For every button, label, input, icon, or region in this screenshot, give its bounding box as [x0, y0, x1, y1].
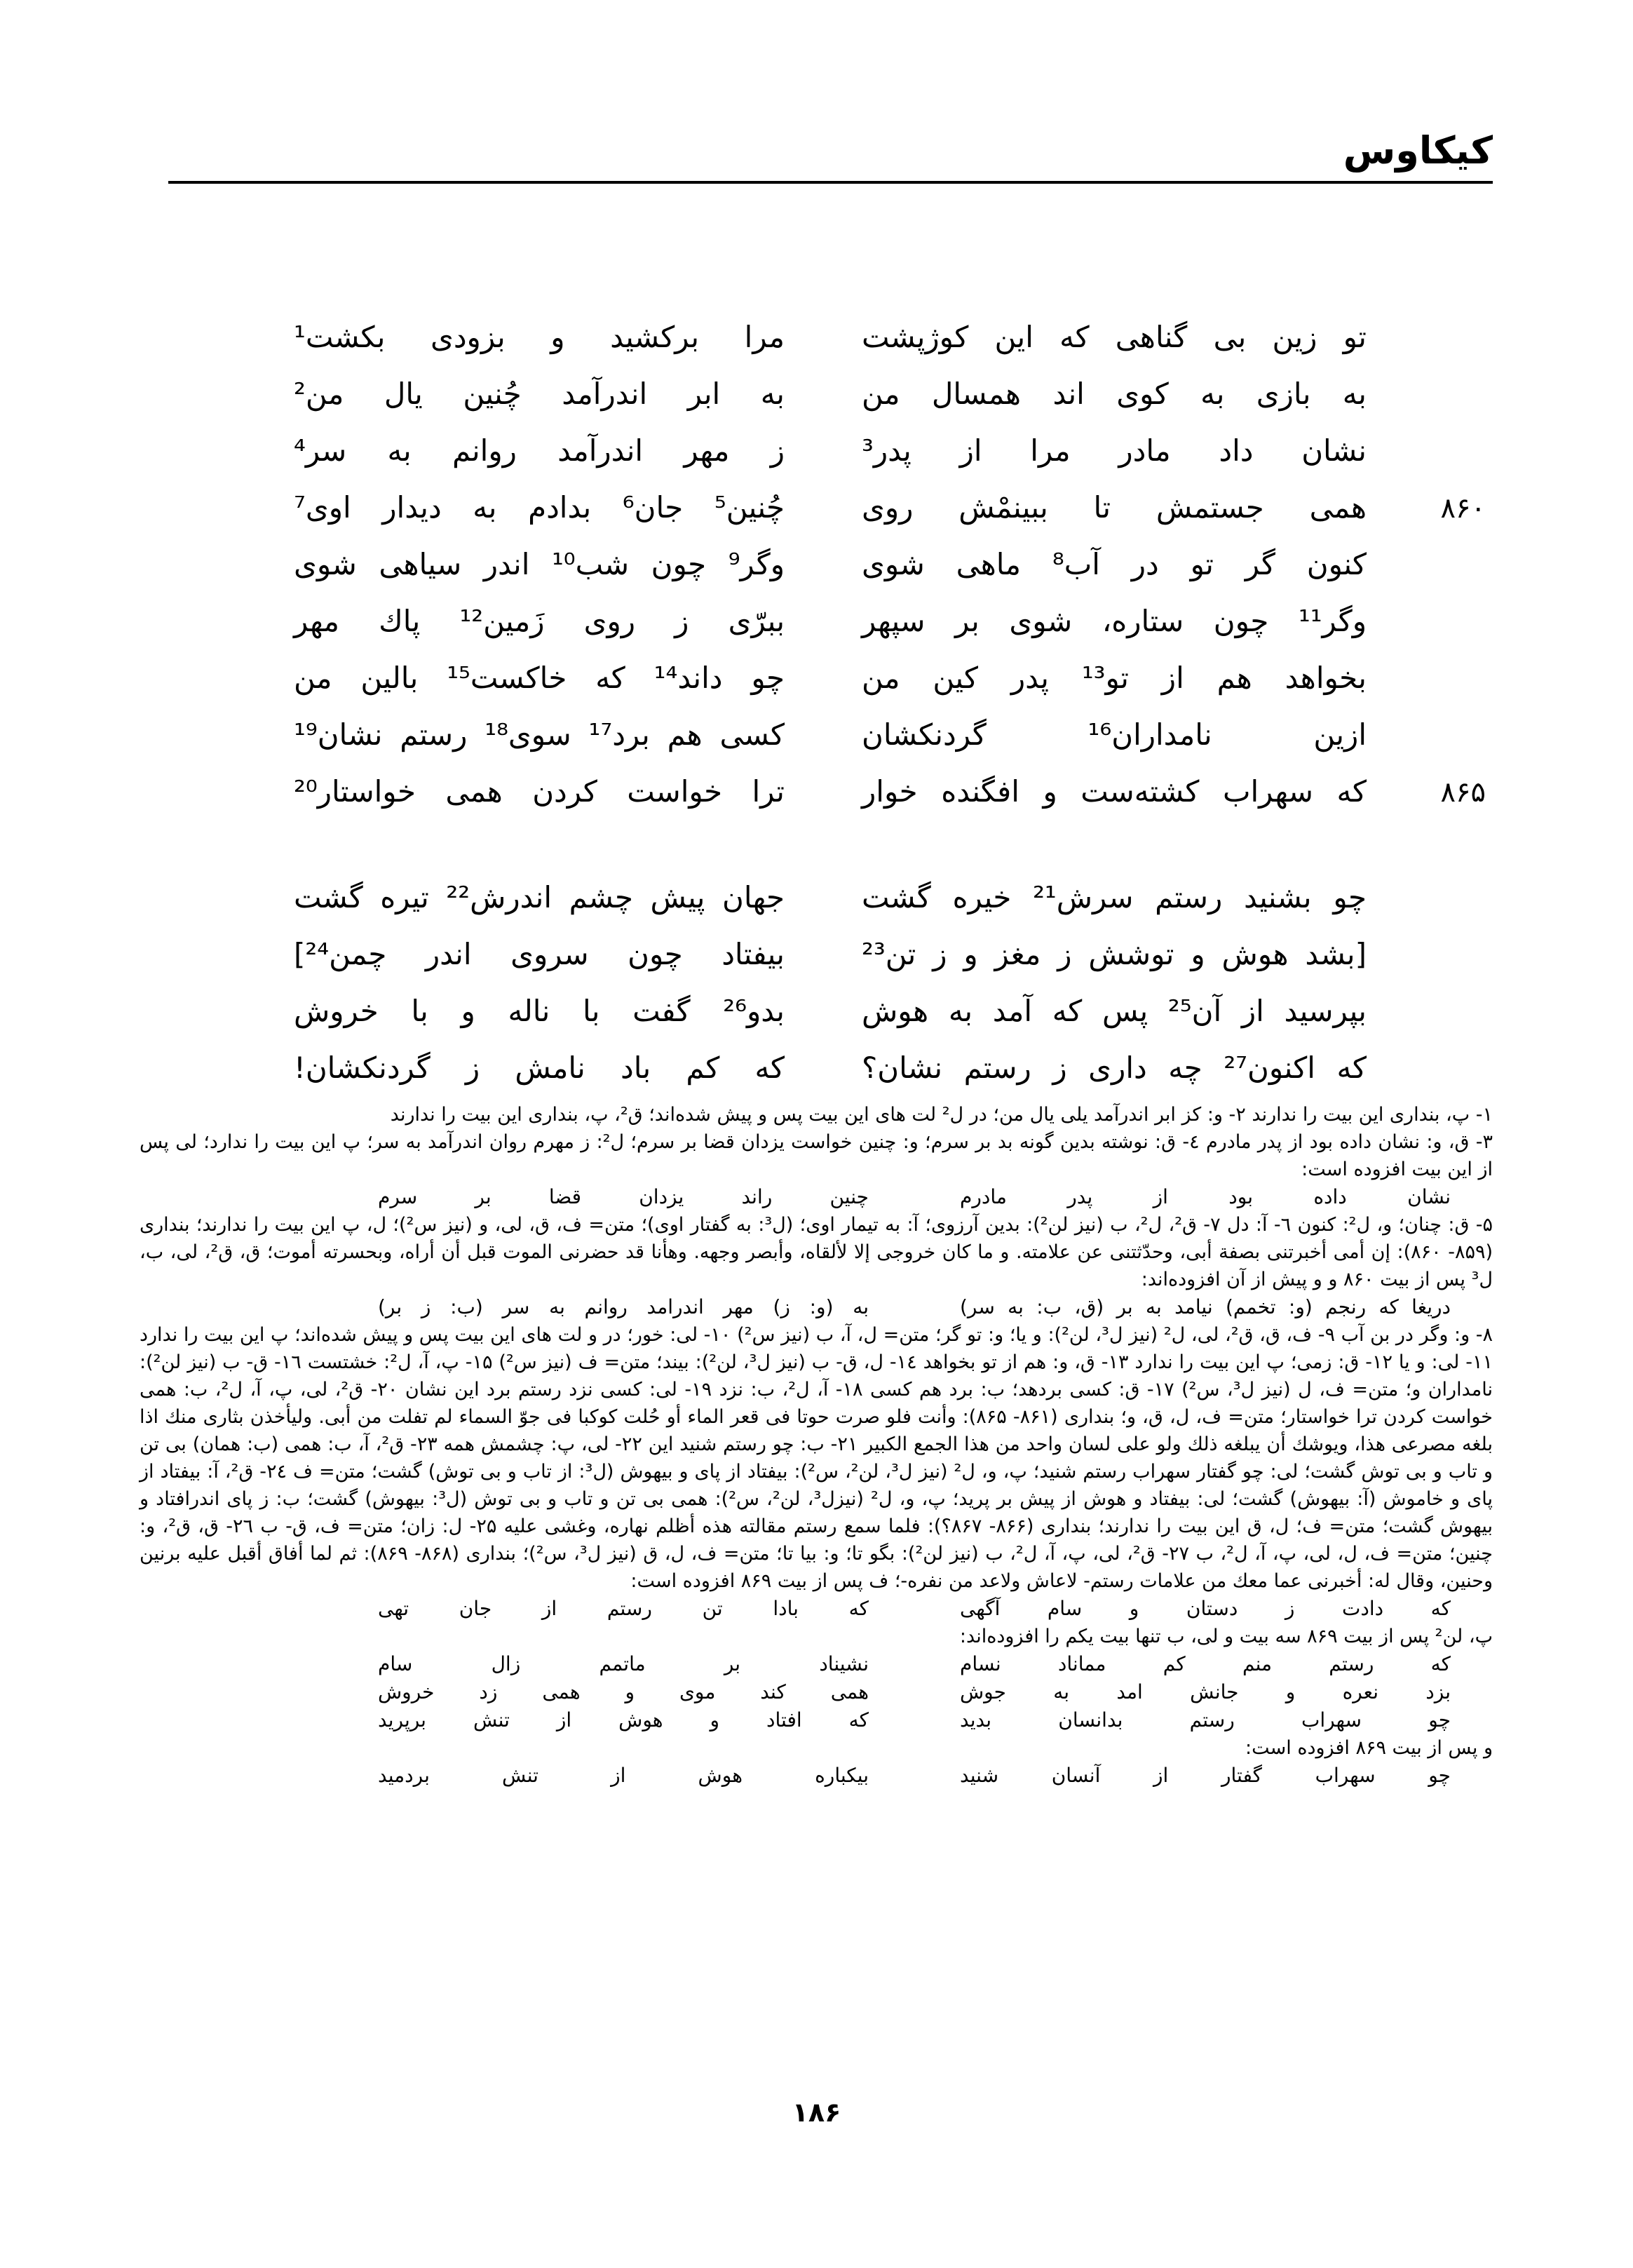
footnote-paragraph: و پس از بیت ۸۶۹ افزوده است:: [1245, 1737, 1493, 1759]
quoted-hemistich: که دادت ز دستان و سام آگهی: [960, 1597, 1451, 1620]
header-rule: [168, 181, 1493, 184]
quoted-couplet: [140, 1762, 1493, 1790]
couplet: [161, 983, 1528, 1039]
couplet: [161, 763, 1528, 820]
second-hemistich: بدو²⁶ گفت با ناله و با خروش: [294, 994, 785, 1028]
first-hemistich: بپرسید از آن²⁵ پس که آمد به هوش: [862, 994, 1367, 1028]
first-hemistich: که سهراب کشته‌ست و افگنده خوار: [862, 774, 1367, 809]
quoted-hemistich: بیکباره هوش از تنش بردمید: [378, 1764, 869, 1787]
quoted-hemistich: نشیناد بر ماتمم زال سام: [378, 1652, 869, 1675]
quoted-hemistich: چو سهراب رستم بدانسان بدید: [960, 1708, 1451, 1732]
first-hemistich: چو بشنید رستم سرش²¹ خیره گشت: [862, 880, 1367, 914]
stanza-gap: [161, 820, 1528, 869]
quoted-hemistich: که بادا تن رستم از جان تهی: [378, 1597, 869, 1620]
first-hemistich: به بازی به کوی اند همسال من: [862, 377, 1367, 411]
first-hemistich: که اکنون²⁷ چه داری ز رستم نشان؟: [862, 1051, 1367, 1085]
quoted-hemistich: که افتاد و هوش از تنش برپرید: [378, 1708, 869, 1732]
quoted-hemistich: نشان داده بود از پدر مادرم: [960, 1185, 1451, 1208]
quoted-couplet: [140, 1706, 1493, 1734]
second-hemistich: چُنین⁵ جان⁶ بدادم به دیدار اوی⁷: [294, 490, 785, 525]
couplet: [161, 536, 1528, 593]
footnotes: [140, 1101, 1493, 1790]
first-hemistich: همی جستمش تا ببینمْش روی: [862, 490, 1367, 525]
footnote-paragraph: ۳- ق، و: نشان داده بود از پدر مادرم ٤- ق: نوشته بدین گونه بد بر سرم؛ و: چنین خواست یزدان قضا بر سرم؛ ل²: ز مهرم روان اندرآمد به سر؛ پ این بیت را ندارد؛ لی پس از این بیت افزوده است:: [140, 1131, 1493, 1180]
second-hemistich: ز مهر اندرآمد روانم به سر⁴: [294, 433, 785, 468]
couplet: [161, 422, 1528, 479]
verse-number: ۸۶۰: [1440, 492, 1486, 525]
quoted-hemistich: چنین راند یزدان قضا بر سرم: [378, 1185, 869, 1208]
couplet: [161, 649, 1528, 706]
footnote-paragraph: ۱- پ، بنداری این بیت را ندارند ۲- و: کز ابر اندرآمد یلی یال من؛ در ل² لت های این بیت پس و پیش شده‌اند؛ ق²، پ، بنداری این بیت را ندارند: [390, 1104, 1493, 1126]
couplet: [161, 1039, 1528, 1096]
couplet: [161, 309, 1528, 365]
verse-number: ۸۶۵: [1440, 776, 1486, 809]
second-hemistich: که کم باد نامش ز گردنکشان!: [294, 1051, 785, 1085]
second-hemistich: ببرّی ز روی زَمین¹² پاك مهر: [294, 604, 785, 638]
first-hemistich: بخواهد هم از تو¹³ پدر کین من: [862, 661, 1367, 695]
couplet: [161, 593, 1528, 649]
running-header-title: کیکاوس: [1343, 128, 1493, 173]
first-hemistich: تو زین بی گناهی که این کوژپشت: [862, 320, 1367, 354]
quoted-hemistich: که رستم منم کم مماناد نسام: [960, 1652, 1451, 1675]
quoted-couplet: [140, 1183, 1493, 1211]
quoted-hemistich: دریغا که رنجم (و: تخمم) نیامد به بر (ق، ب: به سر): [960, 1295, 1451, 1318]
quoted-couplet: [140, 1650, 1493, 1678]
first-hemistich: [بشد هوش و توشش ز مغز و ز تن²³: [862, 937, 1367, 971]
couplet: [161, 926, 1528, 983]
second-hemistich: ترا خواست کردن همی خواستار²⁰: [294, 774, 785, 809]
page-number: ۱۸۶: [792, 2097, 841, 2128]
quoted-hemistich: بزد نعره و جانش امد به جوش: [960, 1680, 1451, 1703]
quoted-hemistich: به (و: ز) مهر اندرامد روانم به سر (ب: ز بر): [378, 1295, 869, 1318]
quoted-hemistich: چو سهراب گفتار از آنسان شنید: [960, 1764, 1451, 1787]
footnote-paragraph: ۸- و: وگر در بن آب ۹- ف، ق، ق²، لی، ل² (نیز ل³، لن²): و یا؛ و: تو گر؛ متن= ل، آ، ب (نیز س²) ۱۰- لی: خور؛ در و لت های این بیت پس و پیش شده‌اند؛ پ این بیت را ندارد ۱۱- لی: و یا ۱۲- ق: زمی؛ پ این بیت را ندارد ۱۳- ق، و: هم از تو بخواهد ١٤- ل، ق- ب (نیز ل³، لن²): بیند؛ متن= ف (نیز س²) ۱۵- پ، آ، ل²: خشتست ۱٦- ق- ب (نیز لن²): نامداران و؛ متن= ف، ل (نیز ل³، س²) ۱۷- ق: کسی بردهد؛ ب: برد هم کسی ۱۸- آ، ل²، ب: نزد ۱۹- لی: کسی نزد رستم برد این نشان ۲۰- ق²، لی، پ، آ، ل²، ب: همی خواست کردن ترا خواستار؛ متن= ف، ل، ق، و؛ بنداری (۸۶۱- ۸۶۵): وأنت فلو صرت حوتا فی قعر الماء أو حُلت کوکبا فی جوّ السماء لم تفلت من أبی. ولیأخذن بثاری منك اذا بلغه مصرعی هذا، ویوشك أن یبلغه ذلك ولو علی لسان واحد من هذا الجمع الکبیر ۲۱- ب: چو رستم شنید این ۲۲- لی، پ: چشمش همه ۲۳- ق²، آ، ب: همی (ب: همان) بی تن و تاب و بی توش گشت؛ لی: چو گفتار سهراب رستم شنید؛ پ، و، ل² (نیز ل³، لن²، س²): بیفتاد از پای و بیهوش (ل³: از تاب و بی توش) گشت؛ متن= ف ٢٤- ق²، آ: بیفتاد از پای و خاموش (آ: بیهوش) گشت؛ لی: بیفتاد و هوش از پیش بر پرید؛ پ، و، ل² (نیزل³، لن²، س²): همی بی تن و تاب و بی توش (ل³: بیهوش) گشت؛ ب: ز پای اندرافتاد و بیهوش گشت؛ متن= ف؛ ل، ق این بیت را ندارند؛ بنداری (۸۶۶- ۸۶۷؟): فلما سمع رستم مقالته هذه أظلم نهاره، وغشی علیه ۲۵- ل: زان؛ متن= ف، ق- ب ۲٦- ق، ق²، و: چنین؛ متن= ف، ل، لی، پ، آ، ل²، ب ۲۷- ق²، لی، پ، آ، ل²، ب (نیز لن²): بگو تا؛ و: بیا تا؛ متن= ف، ل، ق (نیز ل³، س²)؛ بنداری (۸۶۸- ۸۶۹): ثم لما أفاق أقبل علیه برنین وحنین، وقال له: أخبرنی عما معك من علامات رستم- لاعاش ولاعد من نفره-؛ ف پس از بیت ۸۶۹ افزوده است:: [140, 1324, 1493, 1592]
first-hemistich: وگر¹¹ چون ستاره، شوی بر سپهر: [862, 604, 1367, 638]
couplet: [161, 365, 1528, 422]
second-hemistich: مرا برکشید و بزودی بکشت¹: [294, 320, 785, 354]
second-hemistich: چو داند¹⁴ که خاکست¹⁵ بالین من: [294, 661, 785, 695]
poem-body: [161, 309, 1528, 1096]
second-hemistich: وگر⁹ چون شب¹⁰ اندر سیاهی شوی: [294, 547, 785, 581]
couplet: [161, 869, 1528, 926]
footnote-paragraph: ۵- ق: چنان؛ و، ل²: کنون ٦- آ: دل ۷- ق²، ل²، ب (نیز لن²): بدین آرزوی؛ آ: به تیمار اوی؛ (ل³: به گفتار اوی)؛ متن= ف، ق، لی، و (نیز س²)؛ ل، پ این بیت را ندارند؛ بنداری (۸۵۹- ۸۶۰): إن أمی أخبرتنی بصفة أبی، وحدّثتنی عن علامته. و ما کان خروجی إلا لألقاه، وأبصر وجهه. وهأنا قد حضرنی الموت قبل أن أراه، وبحسرته أموت؛ ق، ق²، لی، ب، ل³ پس از بیت ۸۶۰ و و پیش از آن افزوده‌اند:: [140, 1214, 1493, 1290]
quoted-couplet: [140, 1293, 1493, 1321]
quoted-couplet: [140, 1678, 1493, 1706]
quoted-hemistich: همی کند موی و همی زد خروش: [378, 1680, 869, 1703]
couplet: [161, 479, 1528, 536]
couplet: [161, 706, 1528, 763]
first-hemistich: ازین نامداران¹⁶ گردنکشان: [862, 717, 1367, 752]
first-hemistich: کنون گر تو در آب⁸ ماهی شوی: [862, 547, 1367, 581]
second-hemistich: کسی هم برد¹⁷ سوی¹⁸ رستم نشان¹⁹: [294, 717, 785, 752]
footnote-paragraph: پ، لن² پس از بیت ۸۶۹ سه بیت و لی، ب تنها بیت یکم را افزوده‌اند:: [959, 1626, 1493, 1647]
second-hemistich: جهان پیش چشم اندرش²² تیره گشت: [294, 880, 785, 914]
first-hemistich: نشان داد مادر مرا از پدر³: [862, 433, 1367, 468]
quoted-couplet: [140, 1595, 1493, 1623]
second-hemistich: به ابر اندرآمد چُنین یال من²: [294, 377, 785, 411]
second-hemistich: بیفتاد چون سروی اندر چمن²⁴]: [294, 937, 785, 971]
